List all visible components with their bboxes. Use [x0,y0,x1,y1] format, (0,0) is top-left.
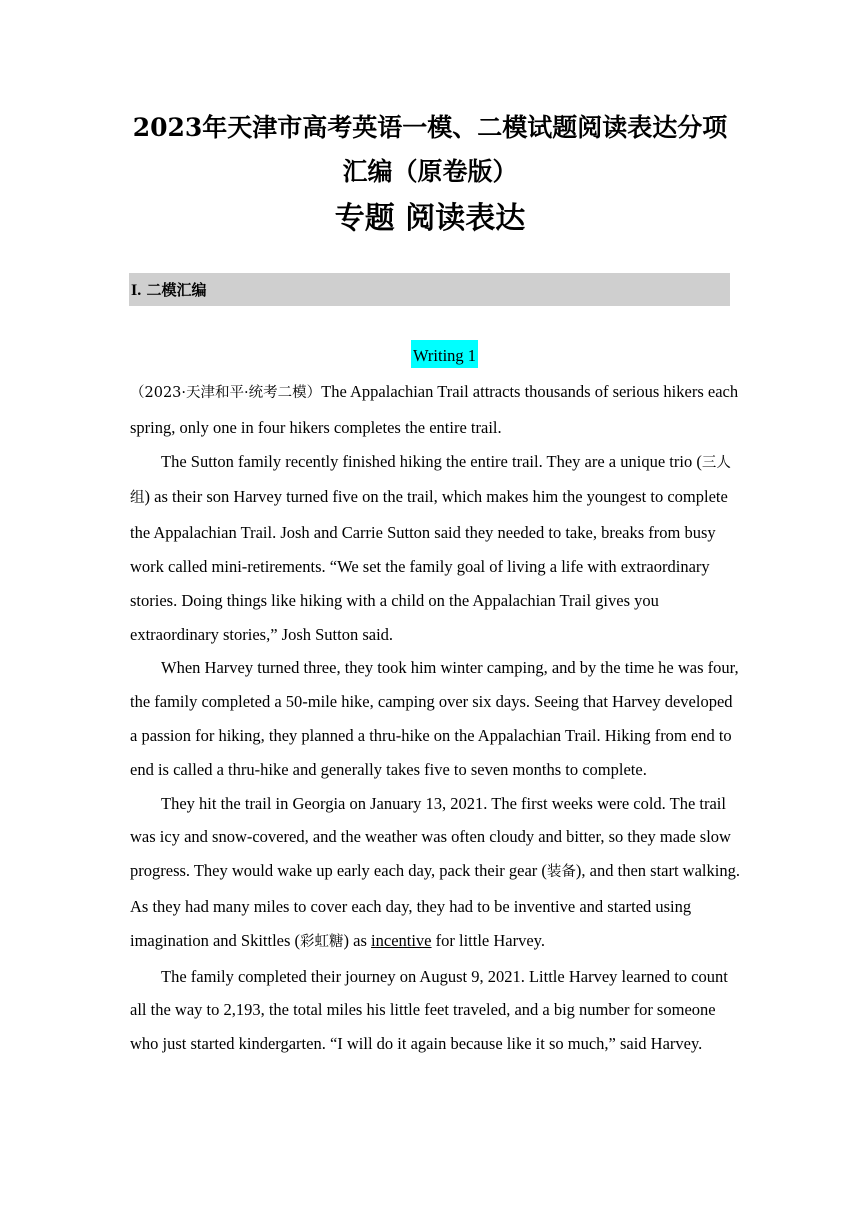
paragraph-1-text: The Appalachian Trail attracts thousands of serious hikers each spring, only one in four hikers completes the entire trail. [130,382,739,437]
paragraph-4-part-d: for little Harvey. [431,930,545,950]
topic-heading: 专题 阅读表达 [334,201,526,236]
underlined-word-incentive: incentive [371,930,432,950]
section-title: 二模汇编 [146,281,207,299]
paragraph-2-part-b: ) as their son Harvey turned five on the trail, which makes him the youngest to complete the Appalachian Trail. Josh and Carrie Sutton said they needed to take, breaks from busy work called mini-retirements. “We set the family goal of living a life with extraordinary stories. Doing things like hiking with a child on the Appalachian Trail gives you extraordinary stories,” Josh Sutton said. [130,487,728,644]
paragraph-4 [130,787,742,960]
document-title-line-2: 汇编（原卷版） [342,157,518,186]
paragraph-2 [130,445,742,652]
reading-passage [130,375,742,1061]
chinese-gloss-trio: 三人组 [130,454,731,507]
source-citation: （2023·天津和平·统考二模） [130,385,322,401]
paragraph-2-part-a: The Sutton family recently finished hiking the entire trail. They are a unique trio ( [161,451,702,471]
paragraph-1 [130,375,742,445]
paragraph-3: When Harvey turned three, they took him winter camping, and by the time he was four, the family completed a 50-mile hike, camping over six days. Seeing that Harvey developed a passion for hiking, they planned a thru-hike on the Appalachian Trail. Hiking from end to end is called a thru-hike and generally takes five to seven months to complete. [130,658,739,779]
paragraph-4-part-c: ) as [343,930,372,950]
writing-label: Writing 1 [411,340,478,368]
section-header-bar [129,273,730,306]
chinese-gloss-skittles: 彩虹糖 [300,933,344,950]
section-number: I. [131,282,142,299]
paragraph-4-part-a: They hit the trail in Georgia on January 13, 2021. The first weeks were cold. The trail was icy and snow-covered, and the weather was often cloudy and bitter, so they made slow progress. They would wake up early each day, pack their gear ( [130,793,731,881]
section-heading [131,279,206,300]
chinese-gloss-gear: 装备 [546,864,576,881]
paragraph-5: The family completed their journey on August 9, 2021. Little Harvey learned to count all the way to 2,193, the total miles his little feet traveled, and a big number for someone who just started kindergarten. “I will do it again because like it so much,” said Harvey. [130,966,728,1054]
paragraph-4-part-b: ), and then start walking. As they had many miles to cover each day, they had to be inventive and started using imagination and Skittles ( [130,861,740,950]
document-title-line-1: 2023年天津市高考英语一模、二模试题阅读表达分项 [132,113,728,142]
